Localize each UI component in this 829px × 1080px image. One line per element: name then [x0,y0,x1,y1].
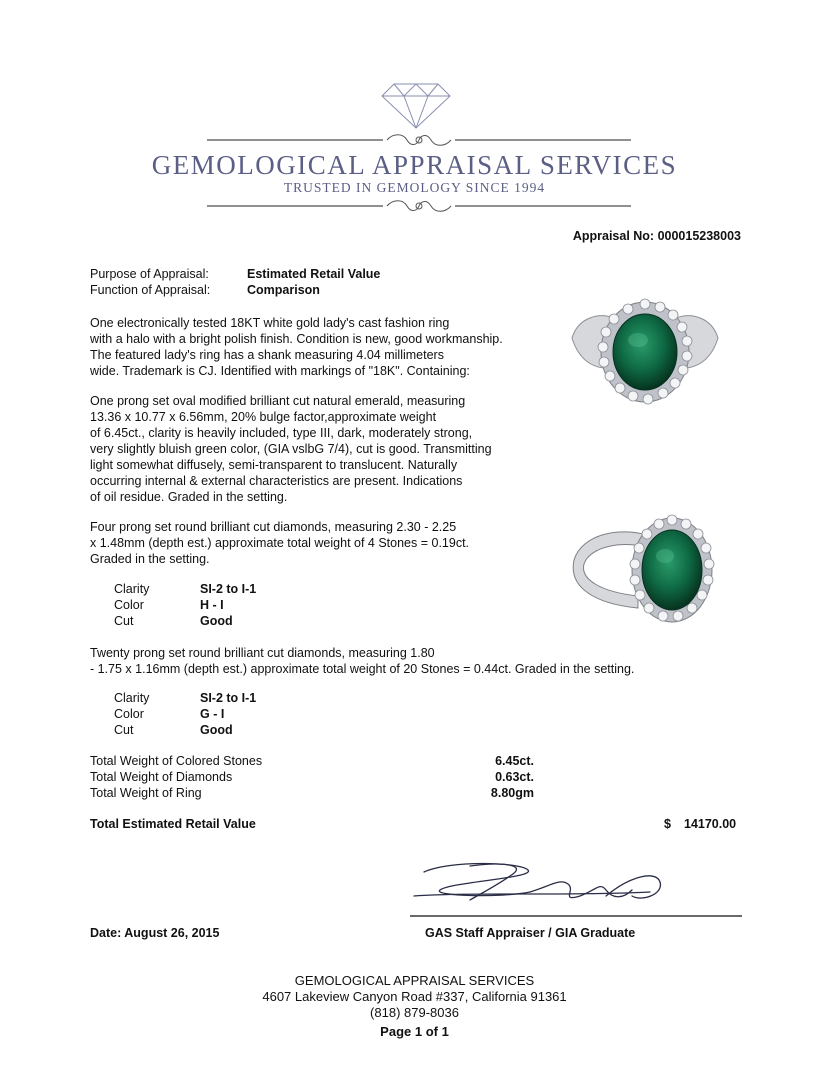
function-label: Function of Appraisal: [90,283,211,297]
footer-address: 4607 Lakeview Canyon Road #337, California 91361 [262,989,567,1004]
ring-photo-side [568,512,718,630]
total-retail-value: 14170.00 [684,817,737,831]
diamonds-twenty-clarity-value: SI-2 to I-1 [200,691,257,705]
appraiser-signature [410,856,742,920]
ring-description: One electronically tested 18KT white gold lady's cast fashion ring with a halo with a bright polish finish. Condition is new, good workmanship. The featured lady's ring has a shank measuring 4.04 millimeters wide. Trademark is CJ. Identified with markings of "18K". Containing: [90,316,503,378]
footer-company: GEMOLOGICAL APPRAISAL SERVICES [294,973,535,988]
total-colored-label: Total Weight of Colored Stones [90,754,263,768]
company-logo-title: GEMOLOGICAL APPRAISAL SERVICES [151,150,678,180]
footer-page-number: Page 1 of 1 [380,1024,449,1039]
diamonds-twenty-cut-value: Good [200,723,233,737]
diamonds-four-cut-value: Good [200,614,233,628]
function-value: Comparison [247,283,320,297]
diamonds-twenty-color-value: G - I [200,707,225,721]
diamonds-four-description: Four prong set round brilliant cut diamonds, measuring 2.30 - 2.25 x 1.48mm (depth est.) approximate total weight of 4 Stones = 0.19ct. Graded in the setting. [90,520,470,566]
total-ring-label: Total Weight of Ring [90,786,202,800]
total-ring-value: 8.80gm [490,786,534,800]
top-ornament-divider [207,131,631,149]
total-retail-currency: $ [664,817,671,831]
total-diamonds-label: Total Weight of Diamonds [90,770,233,784]
appraisal-number: Appraisal No: 000015238003 [572,229,741,243]
purpose-label: Purpose of Appraisal: [90,267,209,281]
total-retail-label: Total Estimated Retail Value [90,817,256,831]
company-tagline: TRUSTED IN GEMOLOGY SINCE 1994 [283,180,546,195]
diamonds-four-color-value: H - I [200,598,224,612]
diamonds-four-cut-label: Cut [114,614,134,628]
diamonds-twenty-cut-label: Cut [114,723,134,737]
total-diamonds-value: 0.63ct. [495,770,534,784]
appraisal-date: Date: August 26, 2015 [90,926,220,940]
diamonds-twenty-color-label: Color [114,707,144,721]
bottom-ornament-divider [207,197,631,215]
footer-phone: (818) 879-8036 [370,1005,459,1020]
diamonds-four-clarity-label: Clarity [114,582,150,596]
diamonds-twenty-description: Twenty prong set round brilliant cut diamonds, measuring 1.80 - 1.75 x 1.16mm (depth est.) approximate total weight of 20 Stones = 0.44ct. Graded in the setting. [90,646,635,676]
diamonds-twenty-clarity-label: Clarity [114,691,150,705]
diamonds-four-clarity-value: SI-2 to I-1 [200,582,257,596]
emerald-description: One prong set oval modified brilliant cut natural emerald, measuring 13.36 x 10.77 x 6.56mm, 20% bulge factor,approximate weight of 6.45ct., clarity is heavily included, type III, dark, moderately strong, very slightly bluish green color, (GIA vslbG 7/4), cut is good. Transmitting light somewhat diffusely, semi-transparent to translucent. Naturally occurring internal & external characteristics are present. Indications of oil residue. Graded in the setting. [90,394,492,504]
diamonds-four-color-label: Color [114,598,144,612]
purpose-value: Estimated Retail Value [247,267,381,281]
diamond-logo-icon [380,82,452,130]
ring-photo-top [568,298,722,414]
appraiser-title: GAS Staff Appraiser / GIA Graduate [425,926,636,940]
total-colored-value: 6.45ct. [495,754,534,768]
